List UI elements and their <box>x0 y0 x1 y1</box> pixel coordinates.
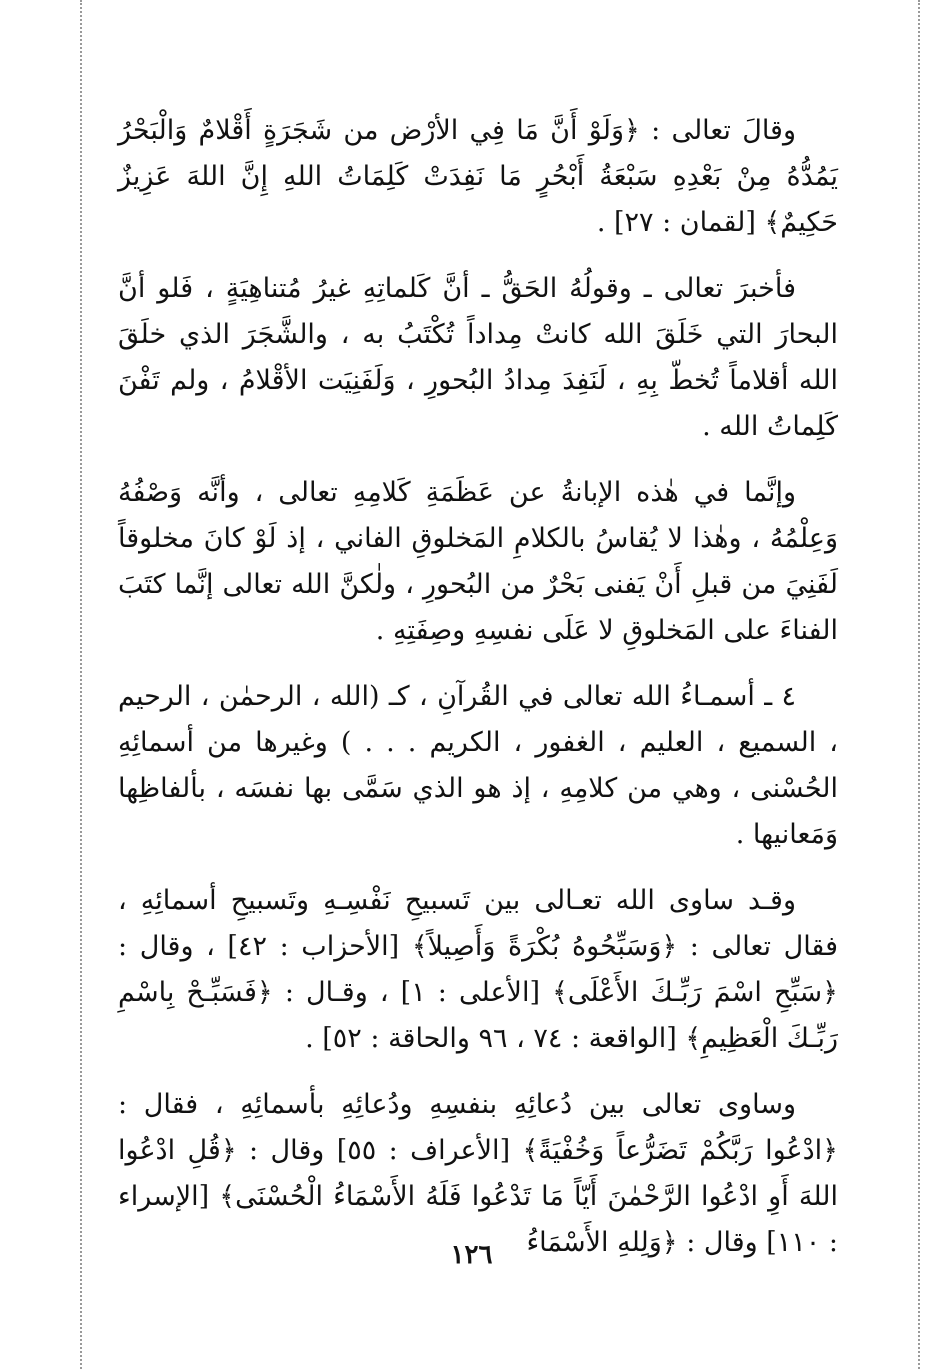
page-edge-right <box>918 0 920 1369</box>
page-number: ١٢٦ <box>450 1240 493 1270</box>
paragraph-3: وإنَّما في هٰذه الإبانةُ عن عَظَمَةِ كَلامِهِ تعالى ، وأنَّه وَصْفُهُ وَعِلْمُهُ ، وهٰذا لا يُقاسُ بالكلامِ المَخلوقِ الفاني ، إذ لَوْ كانَ مخلوقاً لَفَنِيَ من قبلِ أَنْ يَفنى بَحْرٌ من البُحورِ ، ولٰكنَّ الله تعالى إنَّما كتَبَ الفناءَ على المَخلوقِ لا عَلَى نفسِهِ وصِفَتِهِ . <box>118 477 838 646</box>
paragraph-6: وساوى تعالى بين دُعائِهِ بنفسِهِ ودُعائِهِ بأسمائِهِ ، فقال : ﴿ادْعُوا رَبَّكُمْ تَضَرُّعاً وَخُفْيَةً﴾ [الأعراف : ٥٥] وقال : ﴿قُلِ ادْعُوا اللهَ أَوِ ادْعُوا الرَّحْمٰنَ أَيّاً مَا تَدْعُوا فَلَهُ الأَسْمَاءُ الْحُسْنَى﴾ [الإسراء : ١١٠] وقال : ﴿وَلِلهِ الأَسْمَاءُ <box>118 1089 839 1258</box>
paragraph-5: وقـد ساوى الله تعـالى بين تَسبيحِ نَفْسِـهِ وتَسبيحِ أسمائِهِ ، فقال تعالى : ﴿وَسَبِّحُوهُ بُكْرَةً وَأَصِيلاً﴾ [الأحزاب : ٤٢] ، وقال : ﴿سَبِّحِ اسْمَ رَبِّـكَ الأَعْلَى﴾ [الأعلى : ١] ، وقـال : ﴿فَسَبِّـحْ بِاسْمِ رَبِّـكَ الْعَظِيمِ﴾ [الواقعة : ٧٤ ، ٩٦ والحاقة : ٥٢] . <box>118 885 838 1054</box>
paragraph-2: فأخبرَ تعالى ـ وقولُهُ الحَقُّ ـ أنَّ كَلماتِهِ غيرُ مُتناهِيَةٍ ، فَلو أنَّ البحارَ التي خَلَقَ الله كانتْ مِداداً تُكْتَبُ به ، والشَّجَرَ الذي خلَقَ الله أقلاماً تُخطّ بِهِ ، لَنَفِدَ مِدادُ البُحورِ ، وَلَفَنِيَت الأقْلامُ ، ولم تَفْنَ كَلِماتُ الله . <box>118 273 838 442</box>
page-edge-left <box>80 0 82 1369</box>
body-text <box>118 108 838 1286</box>
paragraph-1: وقالَ تعالى : ﴿وَلَوْ أَنَّ مَا فِي الأرْض من شَجَرَةٍ أَقْلامٌ وَالْبَحْرُ يَمُدُّهُ مِنْ بَعْدِهِ سَبْعَةُ أَبْحُرٍ مَا نَفِدَتْ كَلِمَاتُ اللهِ إِنَّ اللهَ عَزِيزٌ حَكِيمٌ﴾ [لقمان : ٢٧] . <box>118 115 838 238</box>
paragraph-4: ٤ ـ أسمـاءُ الله تعالى في القُرآنِ ، كـ (الله ، الرحمٰن ، الرحيم ، السميع ، العليم ، الغفور ، الكريم . . . ) وغيرها من أسمائِهِ الحُسْنى ، وهي من كلامِهِ ، إذ هو الذي سَمَّى بها نفسَه ، بألفاظِها وَمَعانيها . <box>118 681 838 850</box>
